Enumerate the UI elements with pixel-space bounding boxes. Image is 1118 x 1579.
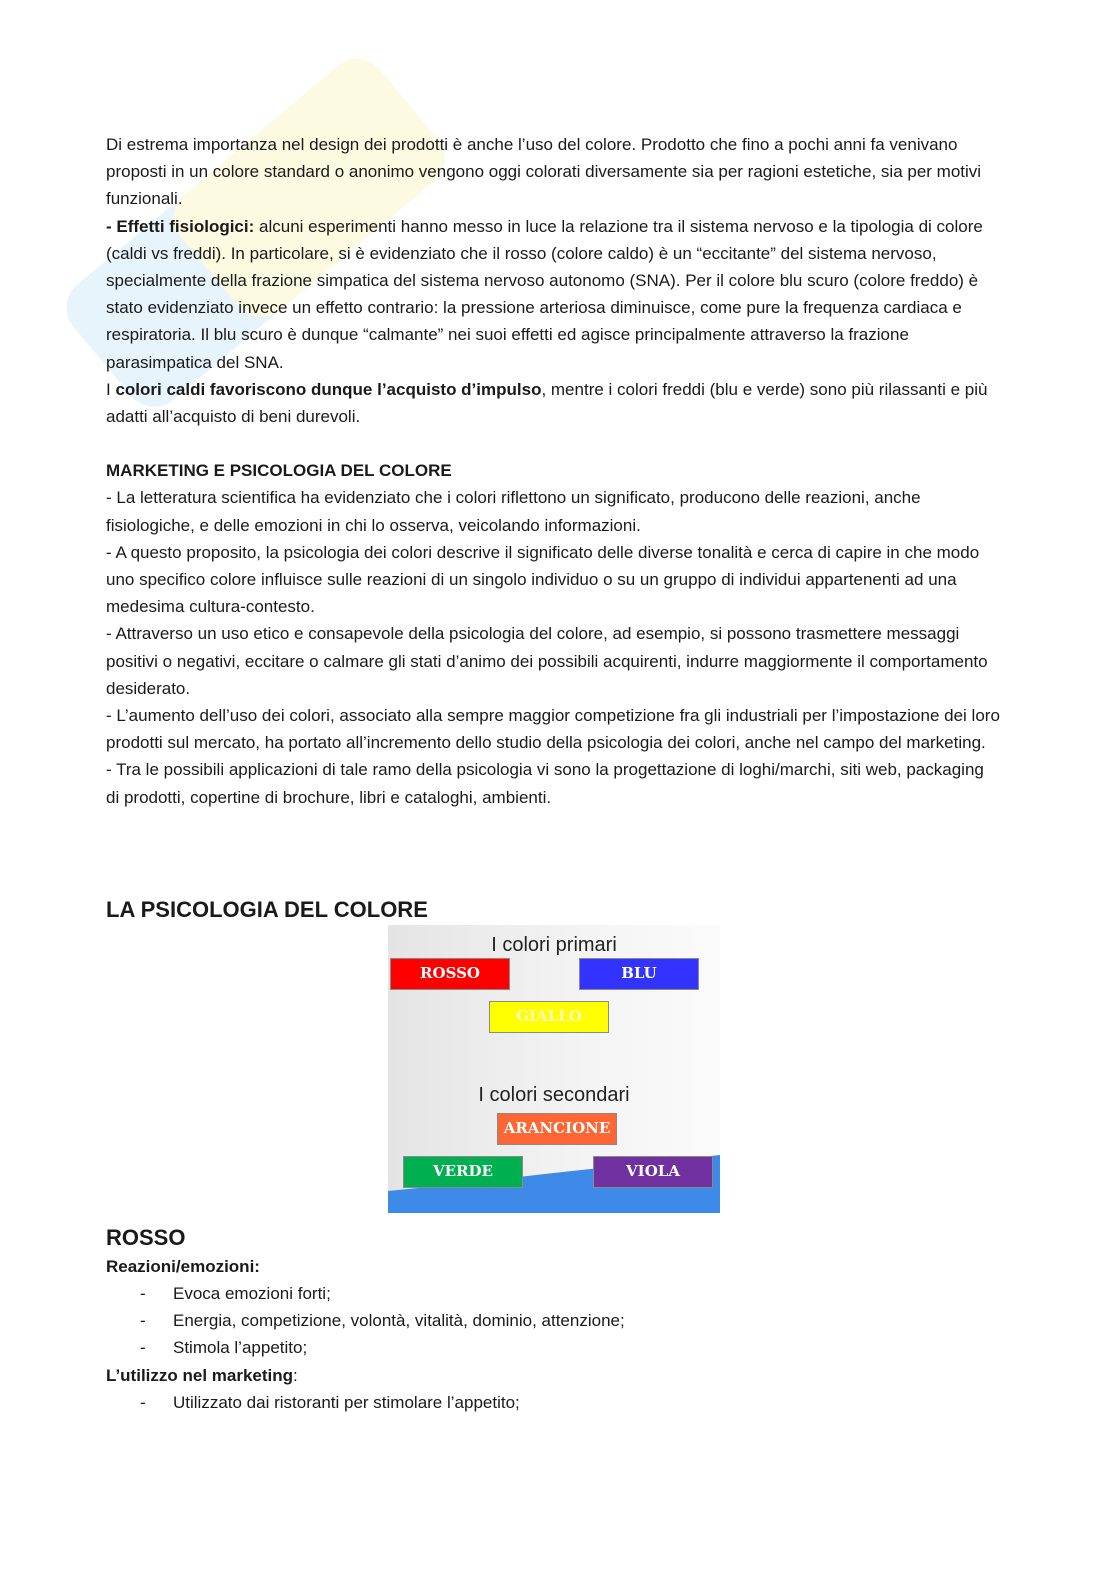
marketing-usage-list [106, 1389, 1001, 1416]
physiological-effects-paragraph [106, 213, 1001, 376]
swatch-giallo: GIALLO [489, 1001, 609, 1033]
swatch-rosso: ROSSO [390, 958, 510, 990]
page-content [106, 131, 1001, 1416]
warm-colors-post: , mentre i colori freddi (blu e verde) sono più rilassanti e più adatti all’acquisto di beni durevoli. [106, 379, 988, 427]
physiological-effects-text: alcuni esperimenti hanno messo in luce la relazione tra il sistema nervoso e la tipologia di colore (caldi vs freddi). In particolare, si è evidenziato che il rosso (colore caldo) è un “eccitante” del sistema nervoso, specialmente della frazione simpatica del sistema nervoso autonomo (SNA). Per il colore blu scuro (colore freddo) è stato evidenziato invece un effetto contrario: la pressione arteriosa diminuisce, come pure la frequenza cardiaca e respiratoria. Il blu scuro è dunque “calmante” nei suoi effetti ed agisce principalmente attraverso la frazione parasimpatica del SNA. [106, 216, 983, 372]
marketing-item: - La letteratura scientifica ha evidenziato che i colori riflettono un significato, producono delle reazioni, anche fisiologiche, e delle emozioni in chi lo osserva, veicolando informazioni. [106, 488, 921, 535]
list-item: - Evoca emozioni forti; [106, 1280, 1001, 1307]
marketing-heading: MARKETING E PSICOLOGIA DEL COLORE [106, 461, 452, 481]
warm-colors-bold: colori caldi favoriscono dunque l’acquisto d’impulso [115, 379, 542, 399]
list-item: - Utilizzato dai ristoranti per stimolare l’appetito; [106, 1389, 1001, 1416]
swatch-blu: BLU [579, 958, 699, 990]
marketing-item: - Attraverso un uso etico e consapevole della psicologia del colore, ad esempio, si possono trasmettere messaggi positivi o negativi, eccitare o calmare gli stati d’animo dei possibili acquirenti, indurre maggiormente il comportamento desiderato. [106, 624, 988, 698]
psicologia-heading: LA PSICOLOGIA DEL COLORE [106, 896, 428, 922]
marketing-item: - A questo proposito, la psicologia dei colori descrive il significato delle diverse tonalità e cerca di capire in che modo uno specifico colore influisce sulle reazioni di un singolo individuo o su un gruppo di individui appartenenti ad una medesima cultura-contesto. [106, 542, 980, 617]
secondary-colors-title: I colori secondari [478, 1083, 630, 1106]
physiological-effects-label: - Effetti fisiologici: [106, 216, 255, 236]
marketing-usage-label-line [106, 1362, 1001, 1389]
color-wheel-figure [388, 925, 720, 1213]
swatch-viola: VIOLA [593, 1156, 713, 1188]
list-item: - Energia, competizione, volontà, vitalità, dominio, attenzione; [106, 1307, 1001, 1334]
marketing-usage-colon: : [293, 1365, 298, 1385]
warm-colors-paragraph [106, 376, 1001, 430]
marketing-usage-label: L’utilizzo nel marketing [106, 1365, 294, 1385]
swatch-verde: VERDE [403, 1156, 523, 1188]
reactions-list [106, 1280, 1001, 1362]
swatch-arancione: ARANCIONE [497, 1113, 617, 1145]
rosso-heading: ROSSO [106, 1224, 186, 1250]
reactions-label: Reazioni/emozioni: [106, 1256, 260, 1276]
marketing-item: - Tra le possibili applicazioni di tale ramo della psicologia vi sono la progettazione di loghi/marchi, siti web, packaging di prodotti, copertine di brochure, libri e cataloghi, ambienti. [106, 760, 984, 807]
marketing-item: - L’aumento dell’uso dei colori, associato alla sempre maggior competizione fra gli industriali per l’impostazione dei loro prodotti sul mercato, ha portato all’incremento dello studio della psicologia dei colori, anche nel campo del marketing. [106, 706, 1000, 753]
warm-colors-pre: I [106, 379, 116, 399]
list-item: - Stimola l’appetito; [106, 1334, 1001, 1361]
intro-paragraph: Di estrema importanza nel design dei prodotti è anche l’uso del colore. Prodotto che fino a pochi anni fa venivano proposti in un colore standard o anonimo vengono oggi colorati diversamente sia per ragioni estetiche, sia per motivi funzionali. [106, 135, 982, 209]
primary-colors-title: I colori primari [491, 933, 617, 956]
